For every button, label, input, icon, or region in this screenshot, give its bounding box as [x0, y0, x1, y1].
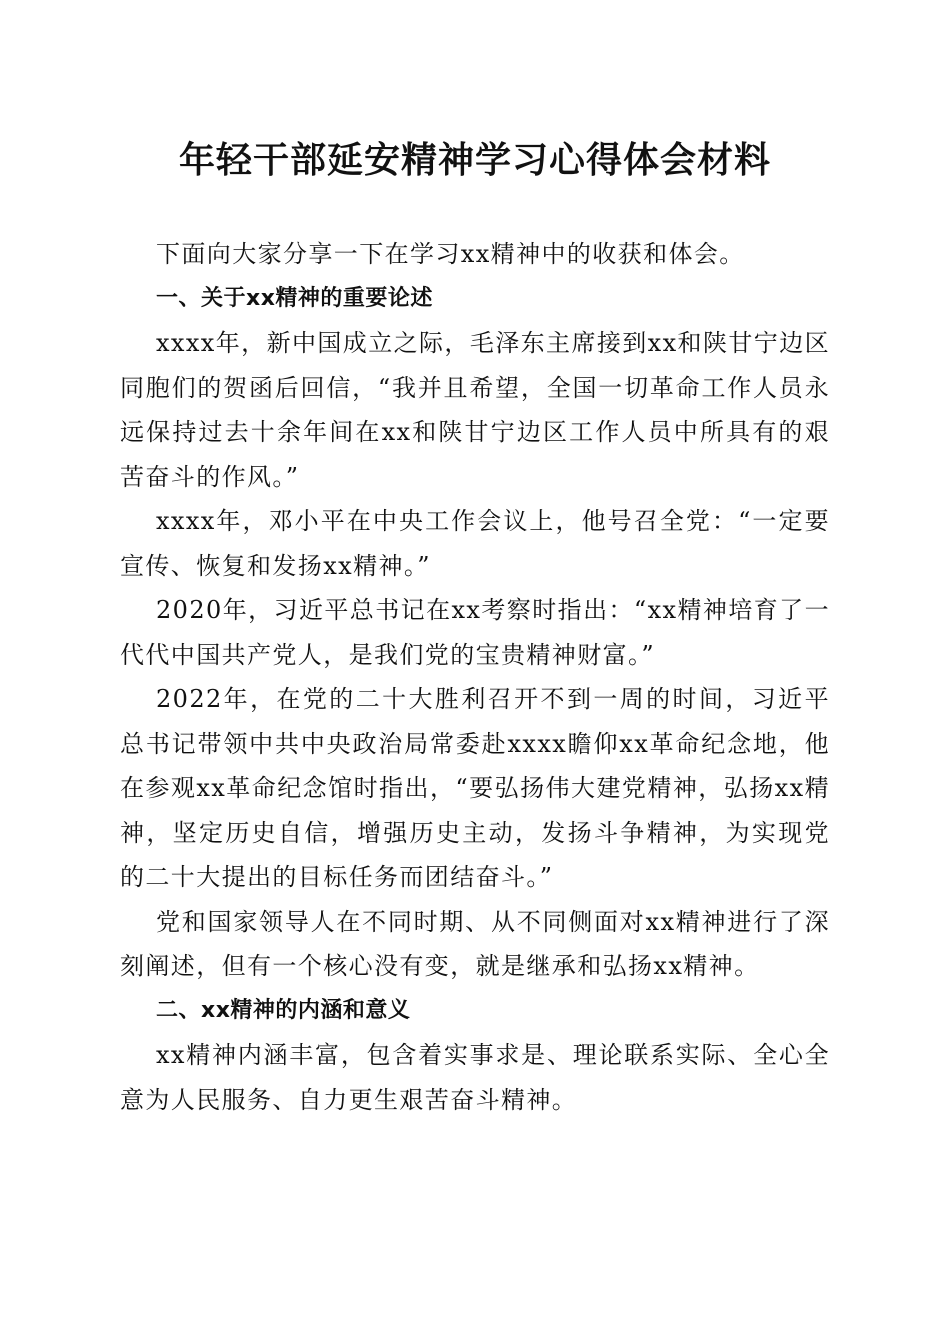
paragraph: 党和国家领导人在不同时期、从不同侧面对xx精神进行了深刻阐述，但有一个核心没有变，就是继承和弘扬xx精神。	[120, 907, 830, 980]
document-body	[120, 232, 830, 1122]
paragraph: xx精神内涵丰富，包含着实事求是、理论联系实际、全心全意为人民服务、自力更生艰苦奋斗精神。	[120, 1041, 830, 1114]
paragraph: 2020年，习近平总书记在xx考察时指出：“xx精神培育了一代代中国共产党人，是我们党的宝贵精神财富。”	[120, 596, 830, 669]
intro-paragraph: 下面向大家分享一下在学习xx精神中的收获和体会。	[156, 240, 745, 268]
section-heading-2: 二、xx精神的内涵和意义	[156, 997, 411, 1023]
paragraph: xxxx年，邓小平在中央工作会议上，他号召全党：“一定要宣传、恢复和发扬xx精神。”	[120, 507, 830, 580]
document-title: 年轻干部延安精神学习心得体会材料	[178, 139, 771, 181]
section-heading-1: 一、关于xx精神的重要论述	[156, 285, 433, 311]
paragraph: xxxx年，新中国成立之际，毛泽东主席接到xx和陕甘宁边区同胞们的贺函后回信，“我并且希望，全国一切革命工作人员永远保持过去十余年间在xx和陕甘宁边区工作人员中所具有的艰苦奋斗的作风。”	[120, 329, 830, 491]
paragraph: 2022年，在党的二十大胜利召开不到一周的时间，习近平总书记带领中共中央政治局常委赴xxxx瞻仰xx革命纪念地，他在参观xx革命纪念馆时指出，“要弘扬伟大建党精神，弘扬xx精神，坚定历史自信，增强历史主动，发扬斗争精神，为实现党的二十大提出的目标任务而团结奋斗。”	[120, 685, 830, 891]
